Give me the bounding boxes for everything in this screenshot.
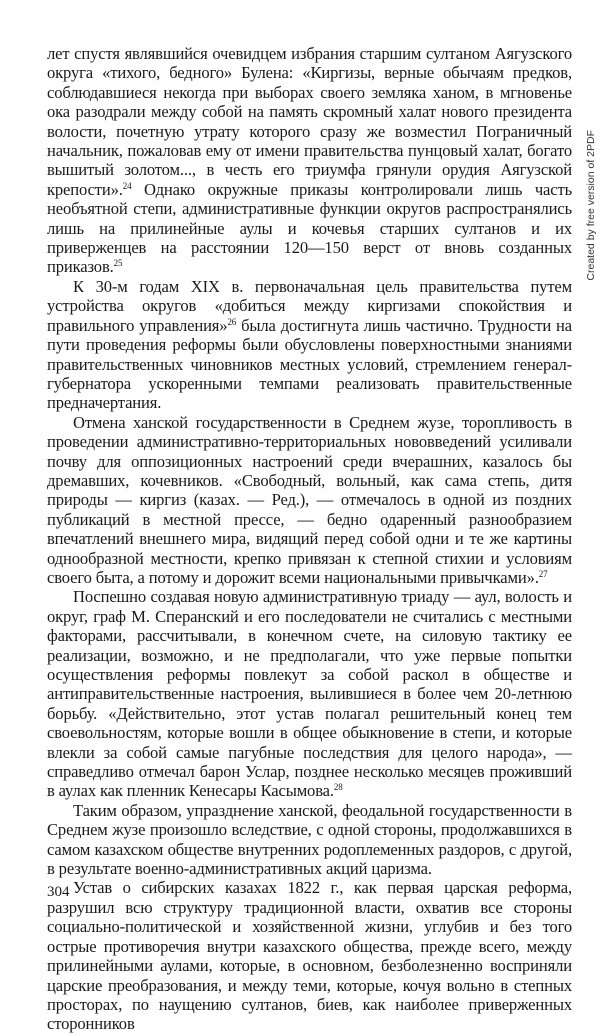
paragraph-3 [47, 413, 572, 588]
paragraph-3-text: Отмена ханской государственности в Среднем жузе, торопливость в проведении административно-территориальных нововведений усиливали почву для оппозиционных настроений среди вчерашних, казалось бы дремавших, кочевников. «Свободный, вольный, как сама степь, дитя природы — киргиз (казах. — Ред.), — отмечалось в одной из поздних публикаций в местной прессе, — бедно одаренный разнообразием впечатлений внешнего мира, видящий перед собой одни и те же картины однообразной местности, крепко привязан к степной стихии и условиям своего быта, а потому и дорожит всеми национальными привычками». [47, 412, 572, 587]
page-number: 304 [47, 884, 70, 900]
paragraph-2-text: К 30-м годам XIX в. первоначальная цель правительства путем устройства округов «добиться между киргизами спокойствия и правильного управления» [47, 276, 572, 335]
paragraph-4 [47, 587, 572, 800]
footnote-ref-27[interactable]: 27 [538, 568, 548, 579]
footnote-ref-24[interactable]: 24 [122, 180, 132, 191]
paragraph-1-tail: Однако окружные приказы контролировали лишь часть необъятной степи, административные функции округов распространялись лишь на прилинейные аулы и кочевья старших султанов и их приверженцев на расстоянии 120—150 верст от вновь созданных приказов. [47, 179, 572, 277]
paragraph-2-tail: была достигнута лишь частично. Трудности на пути проведения реформы были обусловлены поверхностными знаниями правительственных чиновников местных условий, стремлением генерал-губернатора ускоренными темпами реализовать правительственные предначертания. [47, 315, 572, 413]
paragraph-1-text: лет спустя являвшийся очевидцем избрания старшим султаном Аягузского округа «тихого, бедного» Булена: «Киргизы, верные обычаям предков, соблюдавшиеся некогда при выборах своего земляка ханом, в мгновенье ока разодрали между собой на память скромный халат нового президента волости, почетную утрату которого сразу же возместил Пограничный начальник, пожаловав ему от имени правительства пунцовый халат, богато вышитый золотом..., в честь его триумфа грянули орудия Аягузской крепости». [47, 44, 572, 199]
paragraph-1 [47, 44, 572, 277]
footnote-ref-28[interactable]: 28 [333, 782, 343, 793]
paragraph-6-text: Устав о сибирских казахах 1822 г., как первая царская реформа, разрушил всю структуру традиционной власти, охватив все стороны социально-политической и хозяйственной жизни, углубив и без того острые противоречия внутри казахского общества, прежде всего, между прилинейными аулами, которые, в основном, безболезненно восприняли царские преобразования, и между теми, которые, кочуя вольно в степных просторах, по наущению султанов, биев, как наиболее приверженных сторонников [47, 878, 572, 1034]
paragraph-4-text: Поспешно создавая новую административную триаду — аул, волость и округ, граф М. Сперанский и его последователи не считались с местными факторами, рассчитывали, в конечном счете, на силовую тактику ее реализации, возможно, и не предполагали, что уже первые попытки осуществления реформы повлекут за собой раскол в обществе и антиправительственные настроения, вылившиеся в более чем 20-летнюю борьбу. «Действительно, этот устав полагал решительный конец тем своевольностям, которые вошли в общее обыкновение в степи, и которые влекли за собой самые пагубные последствия для целого народа», — справедливо отмечал барон Услар, позднее несколько месяцев проживший в аулах как пленник Кенесары Касымова. [47, 587, 572, 801]
watermark-text: Created by free version of 2PDF [585, 130, 597, 281]
page-body [47, 44, 572, 1034]
paragraph-6 [47, 878, 572, 1033]
footnote-ref-25[interactable]: 25 [113, 258, 123, 269]
paragraph-2 [47, 277, 572, 413]
footnote-ref-26[interactable]: 26 [227, 316, 237, 327]
paragraph-5-text: Таким образом, упразднение ханской, феодальной государственности в Среднем жузе произошло вследствие, с одной стороны, продолжавшихся в самом казахском обществе внутренних родоплеменных раздоров, с другой, в результате военно-административных акций царизма. [47, 800, 572, 879]
paragraph-5 [47, 801, 572, 879]
